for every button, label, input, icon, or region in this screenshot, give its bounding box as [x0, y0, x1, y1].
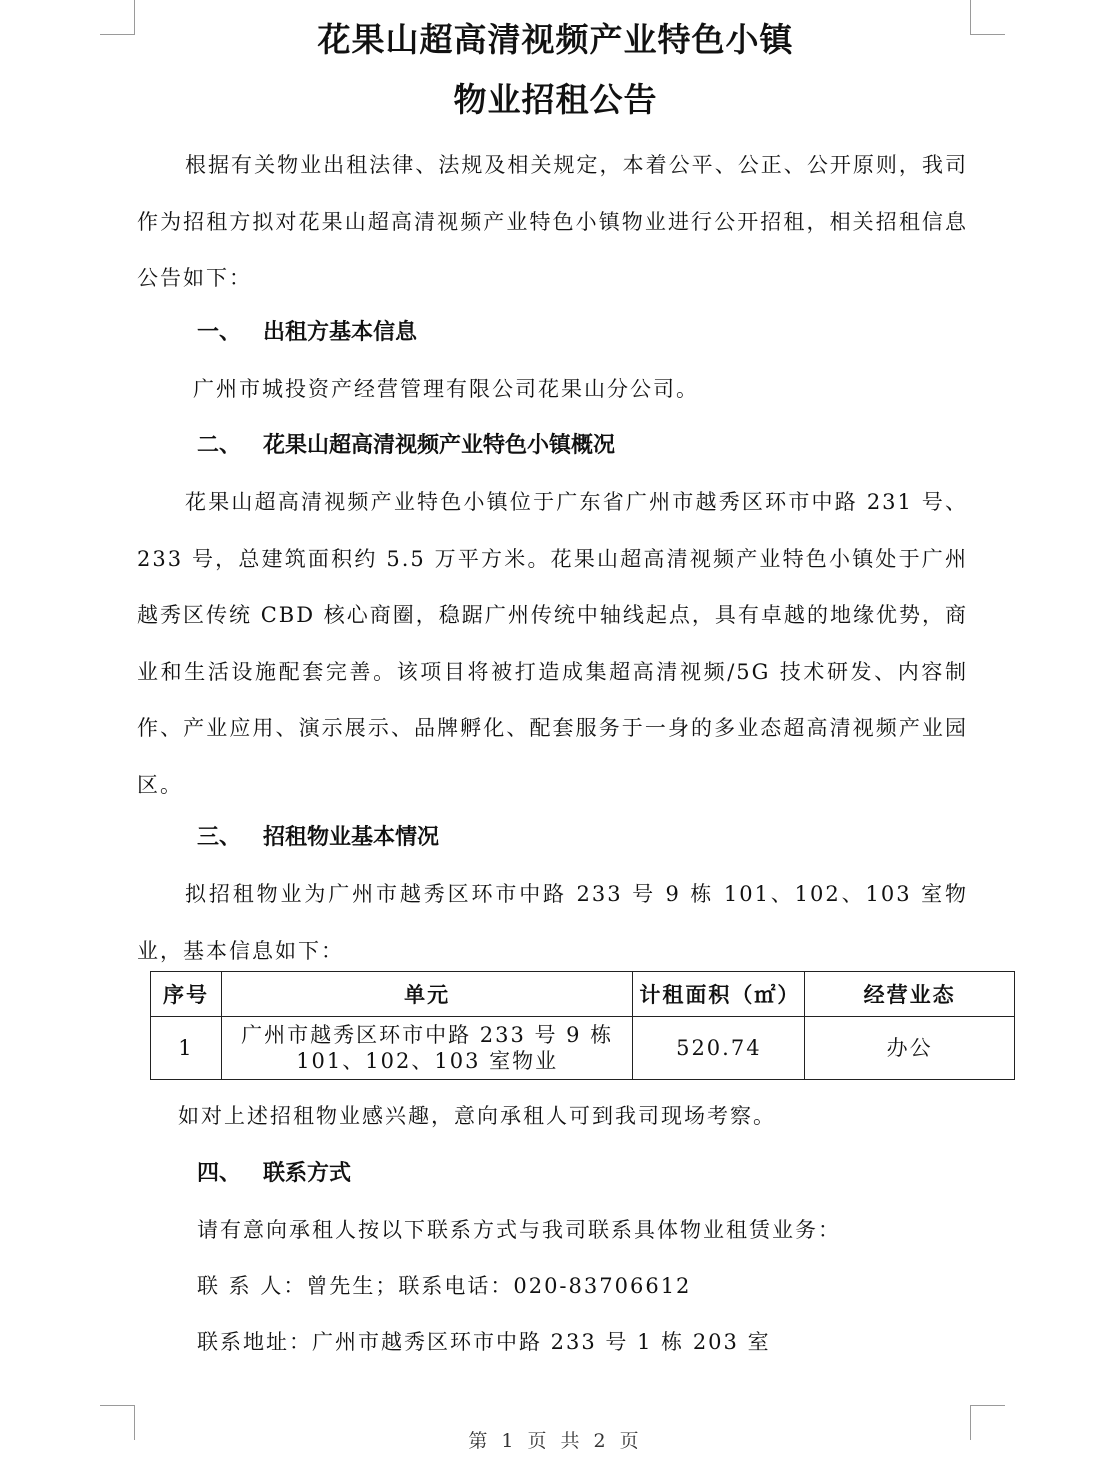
- section-heading-3: [197, 823, 439, 853]
- cell-area: 520.74: [633, 1017, 805, 1080]
- property-table: [150, 971, 1015, 1080]
- section-title: 花果山超高清视频产业特色小镇概况: [263, 433, 616, 458]
- header-area: 计租面积（㎡）: [633, 972, 805, 1017]
- contact-person-phone: 联 系 人：曾先生；联系电话：020-83706612: [197, 1274, 692, 1298]
- header-use: 经营业态: [805, 972, 1015, 1017]
- section-heading-4: [197, 1159, 351, 1189]
- section-number: 二、: [197, 433, 242, 458]
- document-title-line-2: 物业招租公告: [453, 80, 658, 119]
- header-unit: 单元: [221, 972, 632, 1017]
- cell-no: 1: [151, 1017, 222, 1080]
- document-title-line-1: 花果山超高清视频产业特色小镇: [317, 20, 794, 59]
- section-title: 联系方式: [263, 1161, 352, 1186]
- intro-paragraph: 根据有关物业出租法律、法规及相关规定，本着公平、公正、公开原则，我司作为招租方拟对花果山超高清视频产业特色小镇物业进行公开招租，相关招租信息公告如下：: [137, 153, 968, 290]
- section-heading-2: [197, 431, 615, 461]
- header-no: 序号: [151, 972, 222, 1017]
- section-title: 出租方基本信息: [263, 320, 418, 345]
- lessor-name: 广州市城投资产经营管理有限公司花果山分公司。: [193, 377, 699, 401]
- overview-paragraph: 花果山超高清视频产业特色小镇位于广东省广州市越秀区环市中路 231 号、233 号，总建筑面积约 5.5 万平方米。花果山超高清视频产业特色小镇处于广州越秀区传统 CBD 核心商圈，稳踞广州传统中轴线起点，具有卓越的地缘优势，商业和生活设施配套完善。该项目将被打造成集超高清视频/5G 技术研发、内容制作、产业应用、演示展示、品牌孵化、配套服务于一身的多业态超高清视频产业园区。: [137, 490, 968, 797]
- page-number-footer: 第 1 页 共 2 页: [468, 1430, 643, 1452]
- table-row: [151, 1017, 1015, 1080]
- cell-unit: 广州市越秀区环市中路 233 号 9 栋 101、102、103 室物业: [221, 1017, 632, 1080]
- contact-address: 联系地址：广州市越秀区环市中路 233 号 1 栋 203 室: [197, 1330, 771, 1354]
- table-header-row: [151, 972, 1015, 1017]
- inspection-note: 如对上述招租物业感兴趣，意向承租人可到我司现场考察。: [178, 1104, 776, 1128]
- property-intro-paragraph: 拟招租物业为广州市越秀区环市中路 233 号 9 栋 101、102、103 室物业，基本信息如下：: [137, 882, 968, 963]
- contact-intro: 请有意向承租人按以下联系方式与我司联系具体物业租赁业务：: [197, 1218, 841, 1242]
- section-title: 招租物业基本情况: [263, 825, 440, 850]
- cell-use: 办公: [805, 1017, 1015, 1080]
- section-number: 一、: [197, 320, 242, 345]
- section-heading-1: [197, 318, 417, 348]
- section-number: 四、: [197, 1161, 242, 1186]
- section-number: 三、: [197, 825, 242, 850]
